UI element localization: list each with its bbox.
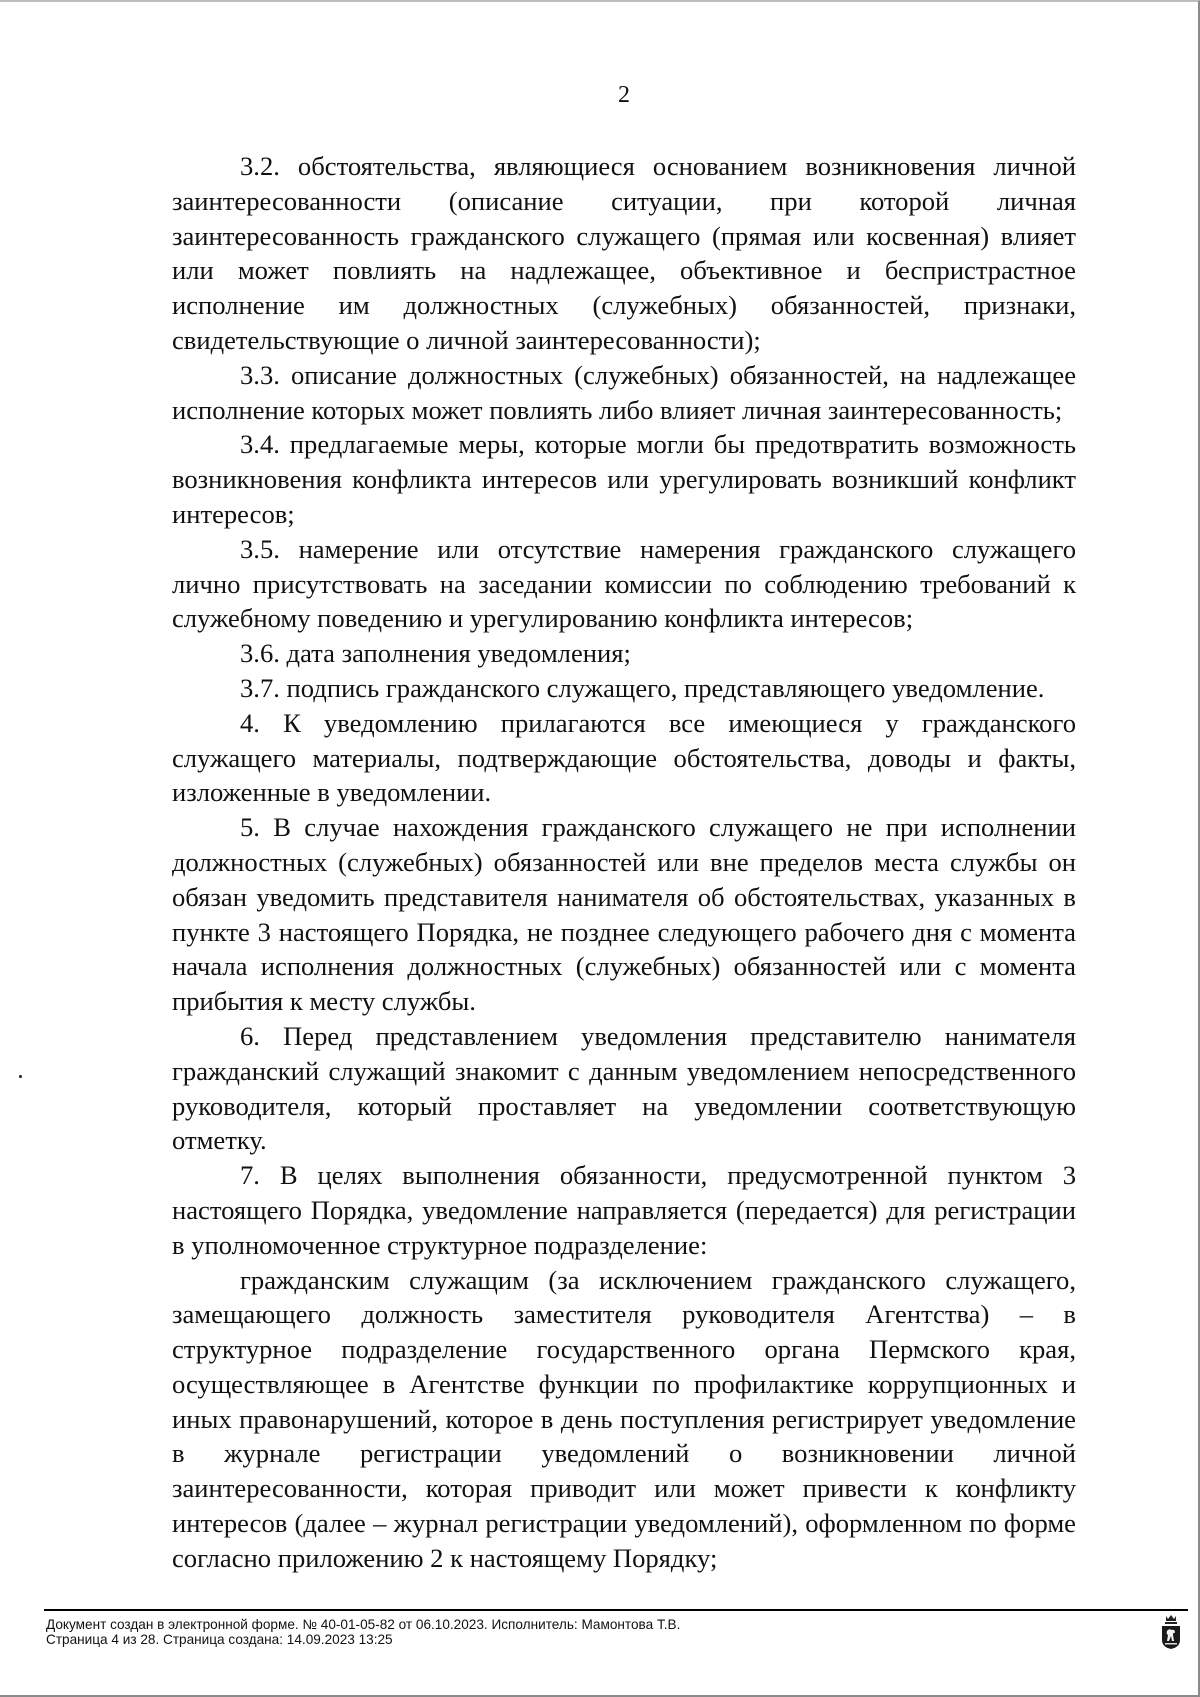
document-body [172, 149, 1076, 1576]
footer-document-info: Документ создан в электронной форме. № 40-01-05-82 от 06.10.2023. Исполнитель: Мамонтова Т.В. [46, 1617, 681, 1632]
paragraph-7: 7. В целях выполнения обязанности, предусмотренной пунктом 3 настоящего Порядка, уведомление направляется (передается) для регистрации в уполномоченное структурное подразделение: [172, 1160, 1076, 1260]
paragraph-3-5: 3.5. намерение или отсутствие намерения гражданского служащего лично присутствовать на заседании комиссии по соблюдению требований к служебному поведению и урегулированию конфликта интересов; [172, 533, 1076, 634]
paragraph-3-6: 3.6. дата заполнения уведомления; [240, 638, 631, 669]
paragraph-6: 6. Перед представлением уведомления представителю нанимателя гражданский служащий знакомит с данным уведомлением непосредственного руководителя, который проставляет на уведомлении соответствующую отметку. [172, 1020, 1076, 1156]
paragraph-3-2: 3.2. обстоятельства, являющиеся основанием возникновения личной заинтересованности (описание ситуации, при которой личная заинтересованность гражданского служащего (прямая или косвенная) влияет или может повлиять на надлежащее, объективное и беспристрастное исполнение им должностных (служебных) обязанностей, признаки, свидетельствующие о личной заинтересованности); [172, 151, 1076, 355]
perm-krai-coat-of-arms-icon [1160, 1614, 1182, 1650]
footer [46, 1617, 1126, 1647]
paragraph-3-3: 3.3. описание должностных (служебных) обязанностей, на надлежащее исполнение которых может повлиять либо влияет личная заинтересованность; [172, 359, 1076, 425]
page-number: 2 [618, 82, 630, 108]
paragraph-4: 4. К уведомлению прилагаются все имеющиеся у гражданского служащего материалы, подтверждающие обстоятельства, доводы и факты, изложенные в уведомлении. [172, 707, 1076, 808]
paragraph-7-civil-servants: гражданским служащим (за исключением гражданского служащего, замещающего должность заместителя руководителя Агентства) – в структурное подразделение государственного органа Пермского края, осуществляющее в Агентстве функции по профилактике коррупционных и иных правонарушений, которое в день поступления регистрирует уведомление в журнале регистрации уведомлений о возникновении личной заинтересованности, которая приводит или может привести к конфликту интересов (далее – журнал регистрации уведомлений), оформленном по форме согласно приложению 2 к настоящему Порядку; [172, 1264, 1076, 1573]
scan-speck [19, 1075, 22, 1078]
paragraph-3-4: 3.4. предлагаемые меры, которые могли бы предотвратить возможность возникновения конфликта интересов или урегулировать возникший конфликт интересов; [172, 429, 1076, 529]
footer-page-info: Страница 4 из 28. Страница создана: 14.09.2023 13:25 [46, 1632, 393, 1647]
footer-divider [44, 1609, 1188, 1611]
paragraph-5: 5. В случае нахождения гражданского служащего не при исполнении должностных (служебных) обязанностей или вне пределов места службы он обязан уведомить представителя нанимателя об обстоятельствах, указанных в пункте 3 настоящего Порядка, не позднее следующего рабочего дня с момента начала исполнения должностных (служебных) обязанностей или с момента прибытия к месту службы. [172, 812, 1076, 1017]
paragraph-3-7: 3.7. подпись гражданского служащего, представляющего уведомление. [240, 672, 1045, 703]
